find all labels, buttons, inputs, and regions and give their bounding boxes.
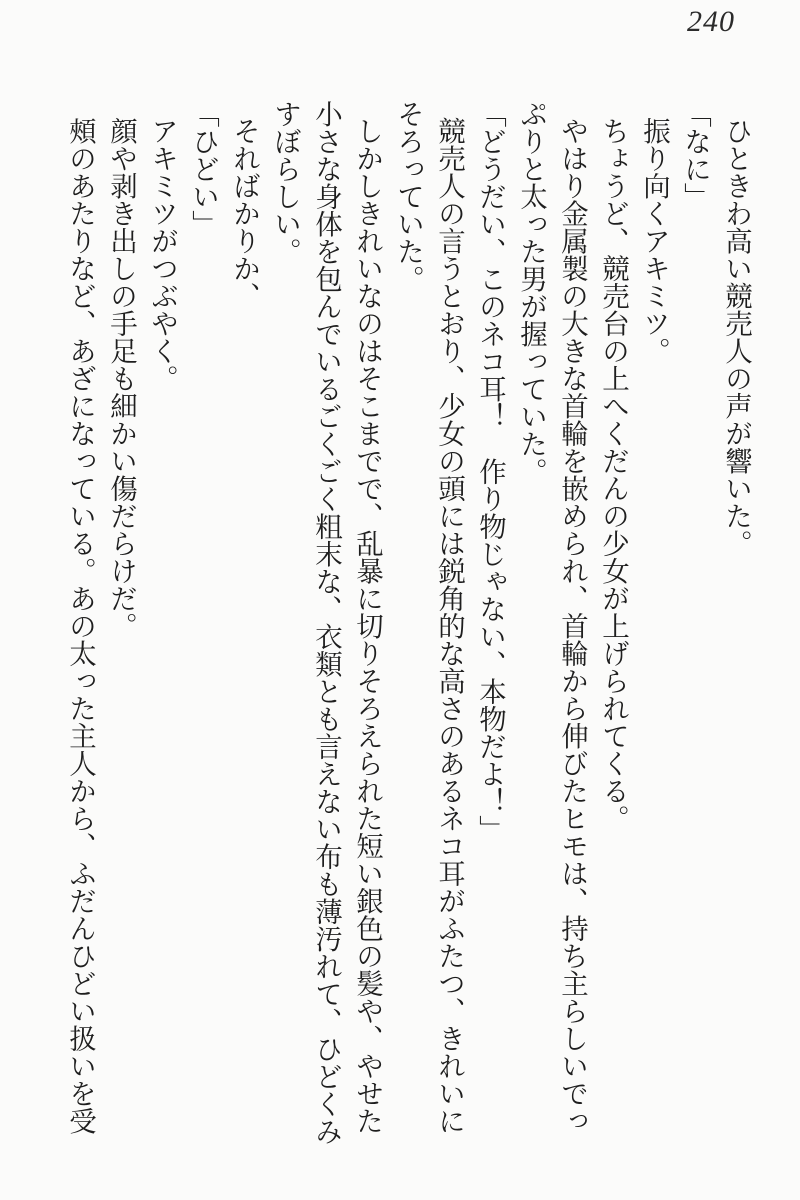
text-paragraph: ちょうど、競売台の上へくだんの少女が上げられてくる。 [598, 116, 629, 832]
text-paragraph: 顔や剥き出しの手足も細かい傷だらけだ。 [106, 116, 137, 639]
text-paragraph: しかしきれいなのはそこまでで、乱暴に切りそろえられた短い銀色の髪や、やせた小さな身体を包んでいるごくごく粗末な、衣類とも言えない布も薄汚れて、ひどくみすぼらしい。 [270, 100, 383, 1145]
text-paragraph: アキミツがつぶやく。 [147, 116, 178, 392]
text-paragraph: やはり金属製の大きな首輪を嵌められ、首輪から伸びたヒモは、持ち主らしいでっぷりと太った男が握っていた。 [516, 100, 588, 1134]
text-paragraph: そればかりか、 [229, 116, 260, 309]
text-paragraph: 「なに」 [680, 100, 711, 210]
body-text [60, 100, 757, 1145]
text-paragraph: 頰のあたりなど、あざになっている。あの太った主人から、ふだんひどい扱いを受 [65, 116, 96, 1134]
text-paragraph: 「ひどい」 [188, 100, 219, 238]
text-paragraph: ひときわ高い競売人の声が響いた。 [721, 116, 752, 557]
text-paragraph: 「どうだい、このネコ耳！ 作り物じゃない、本物だよ！」 [475, 100, 506, 843]
text-paragraph: 振り向くアキミツ。 [639, 116, 670, 364]
page-number: 240 [687, 5, 735, 38]
text-paragraph: 競売人の言うとおり、少女の頭には鋭角的な高さのあるネコ耳がふたつ、きれいにそろっていた。 [393, 100, 465, 1134]
